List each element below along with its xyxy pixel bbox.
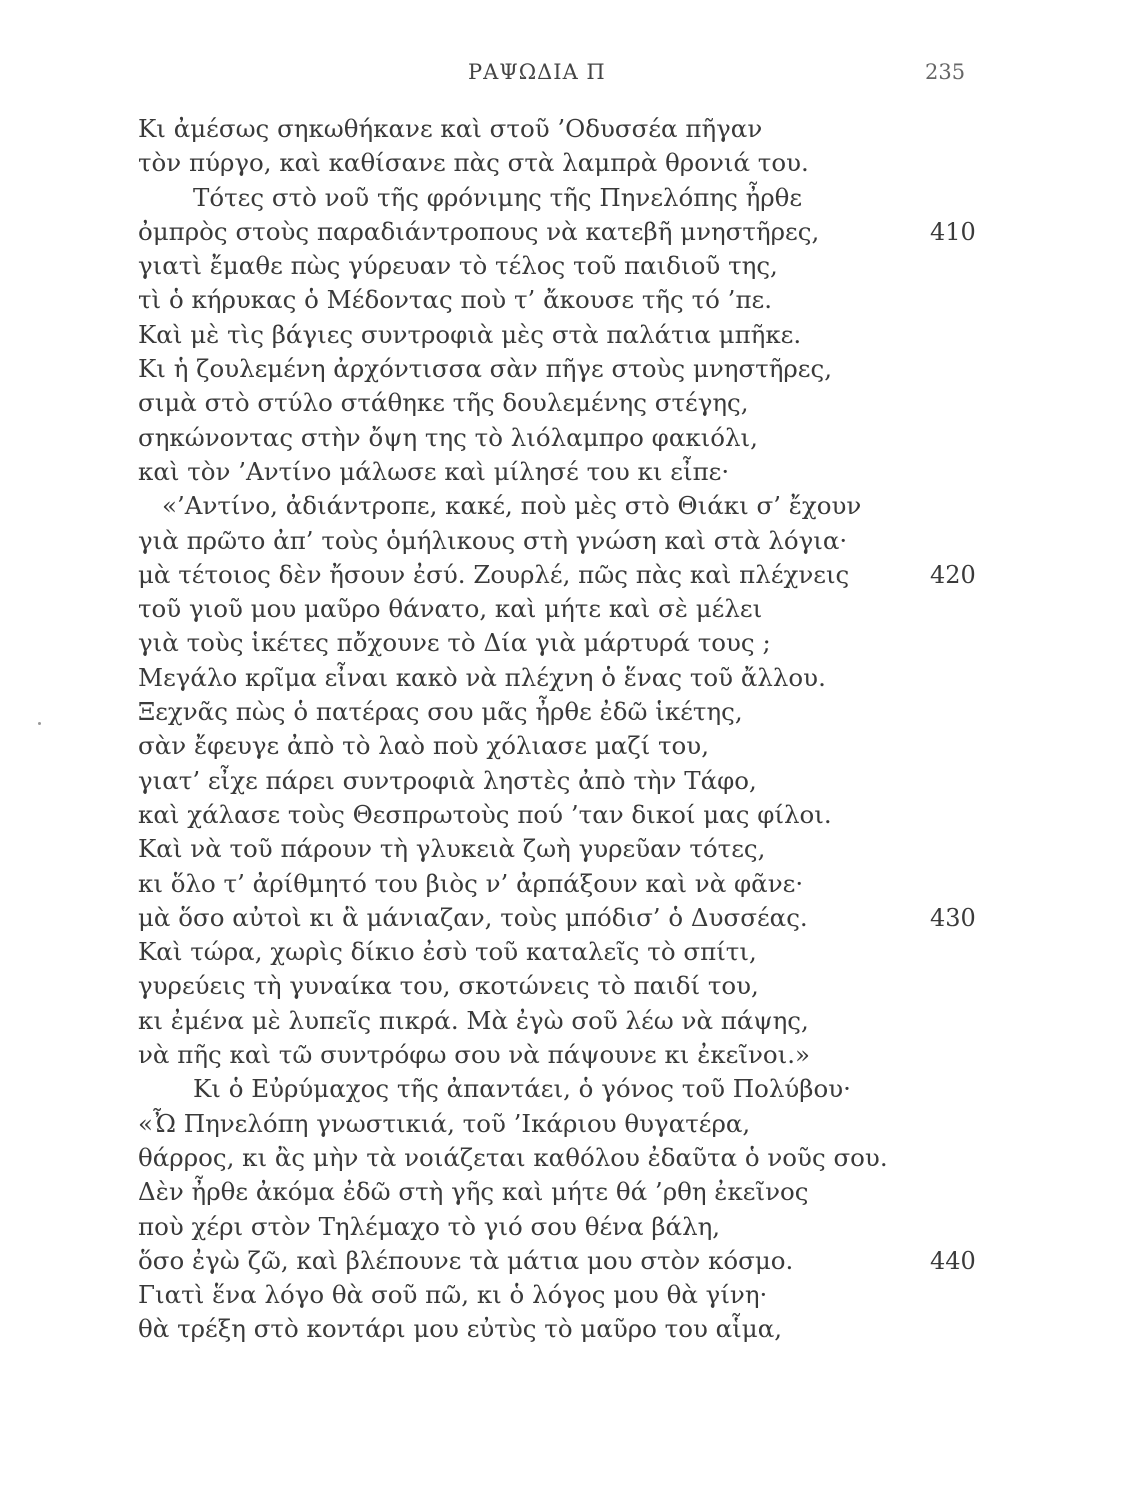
- verse-text: καὶ τὸν ’Αντίνο μάλωσε καὶ μίλησέ του κι εἶπε·: [138, 456, 730, 486]
- verse-line: [138, 112, 998, 146]
- verse-text: ὀμπρὸς στοὺς παραδιάντροπους νὰ κατεβῆ μνηστῆρες,: [138, 216, 820, 246]
- verse-line: [138, 832, 998, 866]
- verse-line: [138, 1210, 998, 1244]
- verse-text: σιμὰ στὸ στύλο στάθηκε τῆς δουλεμένης στέγης,: [138, 388, 749, 418]
- line-number: 420: [930, 560, 976, 589]
- verse-text: Καὶ τώρα, χωρὶς δίκιο ἐσὺ τοῦ καταλεῖς τὸ σπίτι,: [138, 937, 757, 967]
- verse-text: τοῦ γιοῦ μου μαῦρο θάνατο, καὶ μήτε καὶ σὲ μέλει: [138, 594, 763, 624]
- book-title: ΡΑΨΩΔΙΑ Π: [468, 60, 606, 84]
- verse-text: νὰ πῆς καὶ τῶ συντρόφω σου νὰ πάψουνε κι ἐκεῖνοι.»: [138, 1040, 810, 1070]
- verse-line: [138, 626, 998, 660]
- verse-text: γιατ’ εἶχε πάρει συντροφιὰ ληστὲς ἀπὸ τὴν Τάφο,: [138, 765, 757, 795]
- verse-line: [138, 935, 998, 969]
- verse-text: Καὶ νὰ τοῦ πάρουν τὴ γλυκειὰ ζωὴ γυρεῦαν τότες,: [138, 834, 766, 864]
- verse-text: «Ὦ Πηνελόπη γνωστικιά, τοῦ ’Ικάριου θυγατέρα,: [138, 1108, 751, 1138]
- verse-text: Γιατὶ ἕνα λόγο θὰ σοῦ πῶ, κι ὁ λόγος μου θὰ γίνη·: [138, 1280, 768, 1310]
- scan-speck: [38, 722, 41, 725]
- verse-line: [138, 1072, 998, 1106]
- verse-line: [138, 215, 998, 249]
- verse-line: [138, 661, 998, 695]
- verse-line: [138, 1312, 998, 1346]
- verse-text: μὰ τέτοιος δὲν ἤσουν ἐσύ. Ζουρλέ, πῶς πὰς καὶ πλέχνεις: [138, 559, 850, 589]
- verse-text: Τότες στὸ νοῦ τῆς φρόνιμης τῆς Πηνελόπης ἦρθε: [193, 182, 803, 212]
- verse-text: Κι ἡ ζουλεμένη ἀρχόντισσα σὰν πῆγε στοὺς μνηστῆρες,: [138, 354, 833, 384]
- verse-line: [138, 1278, 998, 1312]
- verse-text: γυρεύεις τὴ γυναίκα του, σκοτώνεις τὸ παιδί του,: [138, 971, 759, 1001]
- verse-text: Κι ἀμέσως σηκωθήκανε καὶ στοῦ ’Οδυσσέα πῆγαν: [138, 114, 763, 143]
- verse-text: Δὲν ἦρθε ἀκόμα ἐδῶ στὴ γῆς καὶ μήτε θά ’ρθη ἐκεῖνος: [138, 1177, 809, 1207]
- verse-text: τὸν πύργο, καὶ καθίσανε πὰς στὰ λαμπρὰ θρονιά του.: [138, 148, 809, 178]
- verse-line: [138, 1141, 998, 1175]
- verse-line: [138, 901, 998, 935]
- verse-line: [138, 455, 998, 489]
- verse-text: τὶ ὁ κήρυκας ὁ Μέδοντας ποὺ τ’ ἄκουσε τῆς τό ’πε.: [138, 285, 773, 315]
- line-number: 430: [930, 903, 976, 932]
- verse-text: γιατὶ ἔμαθε πὼς γύρευαν τὸ τέλος τοῦ παιδιοῦ της,: [138, 251, 778, 281]
- verse-text: Κι ὁ Εὐρύμαχος τῆς ἀπαντάει, ὁ γόνος τοῦ Πολύβου·: [193, 1074, 851, 1104]
- verse-text: μὰ ὅσο αὐτοὶ κι ἃ μάνιαζαν, τοὺς μπόδισ’ ὁ Δυσσέας.: [138, 902, 808, 932]
- running-head: [0, 60, 1143, 90]
- verse-line: [138, 729, 998, 763]
- verse-line: [138, 249, 998, 283]
- verse-line: [138, 318, 998, 352]
- verse-text: κι ὅλο τ’ ἀρίθμητό του βιὸς ν’ ἀρπάξουν καὶ νὰ φᾶνε·: [138, 868, 804, 898]
- verse-text: κι ἐμένα μὲ λυπεῖς πικρά. Μὰ ἐγὼ σοῦ λέω νὰ πάψης,: [138, 1005, 809, 1035]
- verse-line: [138, 283, 998, 317]
- verse-text: θάρρος, κι ἂς μὴν τὰ νοιάζεται καθόλου ἐδαῦτα ὁ νοῦς σου.: [138, 1142, 888, 1172]
- verse-text: «’Αντίνο, ἀδιάντροπε, κακέ, ποὺ μὲς στὸ Θιάκι σ’ ἔχουν: [162, 491, 862, 521]
- verse-text: θὰ τρέξη στὸ κοντάρι μου εὐτὺς τὸ μαῦρο του αἷμα,: [138, 1314, 783, 1344]
- verse-line: [138, 558, 998, 592]
- verse-line: [138, 1175, 998, 1209]
- verse-line: [138, 969, 998, 1003]
- verse-text: ποὺ χέρι στὸν Τηλέμαχο τὸ γιό σου θένα βάλη,: [138, 1211, 721, 1241]
- verse-line: [138, 386, 998, 420]
- verse-text: καὶ χάλασε τοὺς Θεσπρωτοὺς πού ’ταν δικοί μας φίλοι.: [138, 799, 832, 829]
- poem-text: [138, 112, 998, 1347]
- verse-line: [138, 352, 998, 386]
- verse-line: [138, 867, 998, 901]
- verse-text: σὰν ἔφευγε ἀπὸ τὸ λαὸ ποὺ χόλιασε μαζί του,: [138, 731, 709, 761]
- verse-line: [138, 592, 998, 626]
- verse-line: [138, 764, 998, 798]
- verse-line: [138, 1244, 998, 1278]
- verse-line: [138, 695, 998, 729]
- verse-line: [138, 146, 998, 180]
- verse-line: [138, 421, 998, 455]
- verse-line: [138, 1107, 998, 1141]
- page-number: 235: [925, 60, 966, 84]
- verse-line: [138, 524, 998, 558]
- verse-text: σηκώνοντας στὴν ὄψη της τὸ λιόλαμπρο φακιόλι,: [138, 422, 758, 452]
- verse-line: [138, 1004, 998, 1038]
- verse-line: [138, 798, 998, 832]
- verse-text: Καὶ μὲ τὶς βάγιες συντροφιὰ μὲς στὰ παλάτια μπῆκε.: [138, 319, 802, 349]
- verse-line: [138, 489, 998, 523]
- verse-text: γιὰ τοὺς ἱκέτες πὄχουνε τὸ Δία γιὰ μάρτυρά τους ;: [138, 628, 771, 658]
- verse-text: Ξεχνᾶς πὼς ὁ πατέρας σου μᾶς ἦρθε ἐδῶ ἱκέτης,: [138, 697, 743, 727]
- line-number: 440: [930, 1246, 976, 1275]
- line-number: 410: [930, 217, 976, 246]
- verse-text: ὅσο ἐγὼ ζῶ, καὶ βλέπουνε τὰ μάτια μου στὸν κόσμο.: [138, 1245, 794, 1275]
- verse-line: [138, 181, 998, 215]
- verse-line: [138, 1038, 998, 1072]
- verse-text: γιὰ πρῶτο ἀπ’ τοὺς ὁμήλικους στὴ γνώση καὶ στὰ λόγια·: [138, 525, 848, 555]
- verse-text: Μεγάλο κρῖμα εἶναι κακὸ νὰ πλέχνη ὁ ἕνας τοῦ ἄλλου.: [138, 662, 826, 692]
